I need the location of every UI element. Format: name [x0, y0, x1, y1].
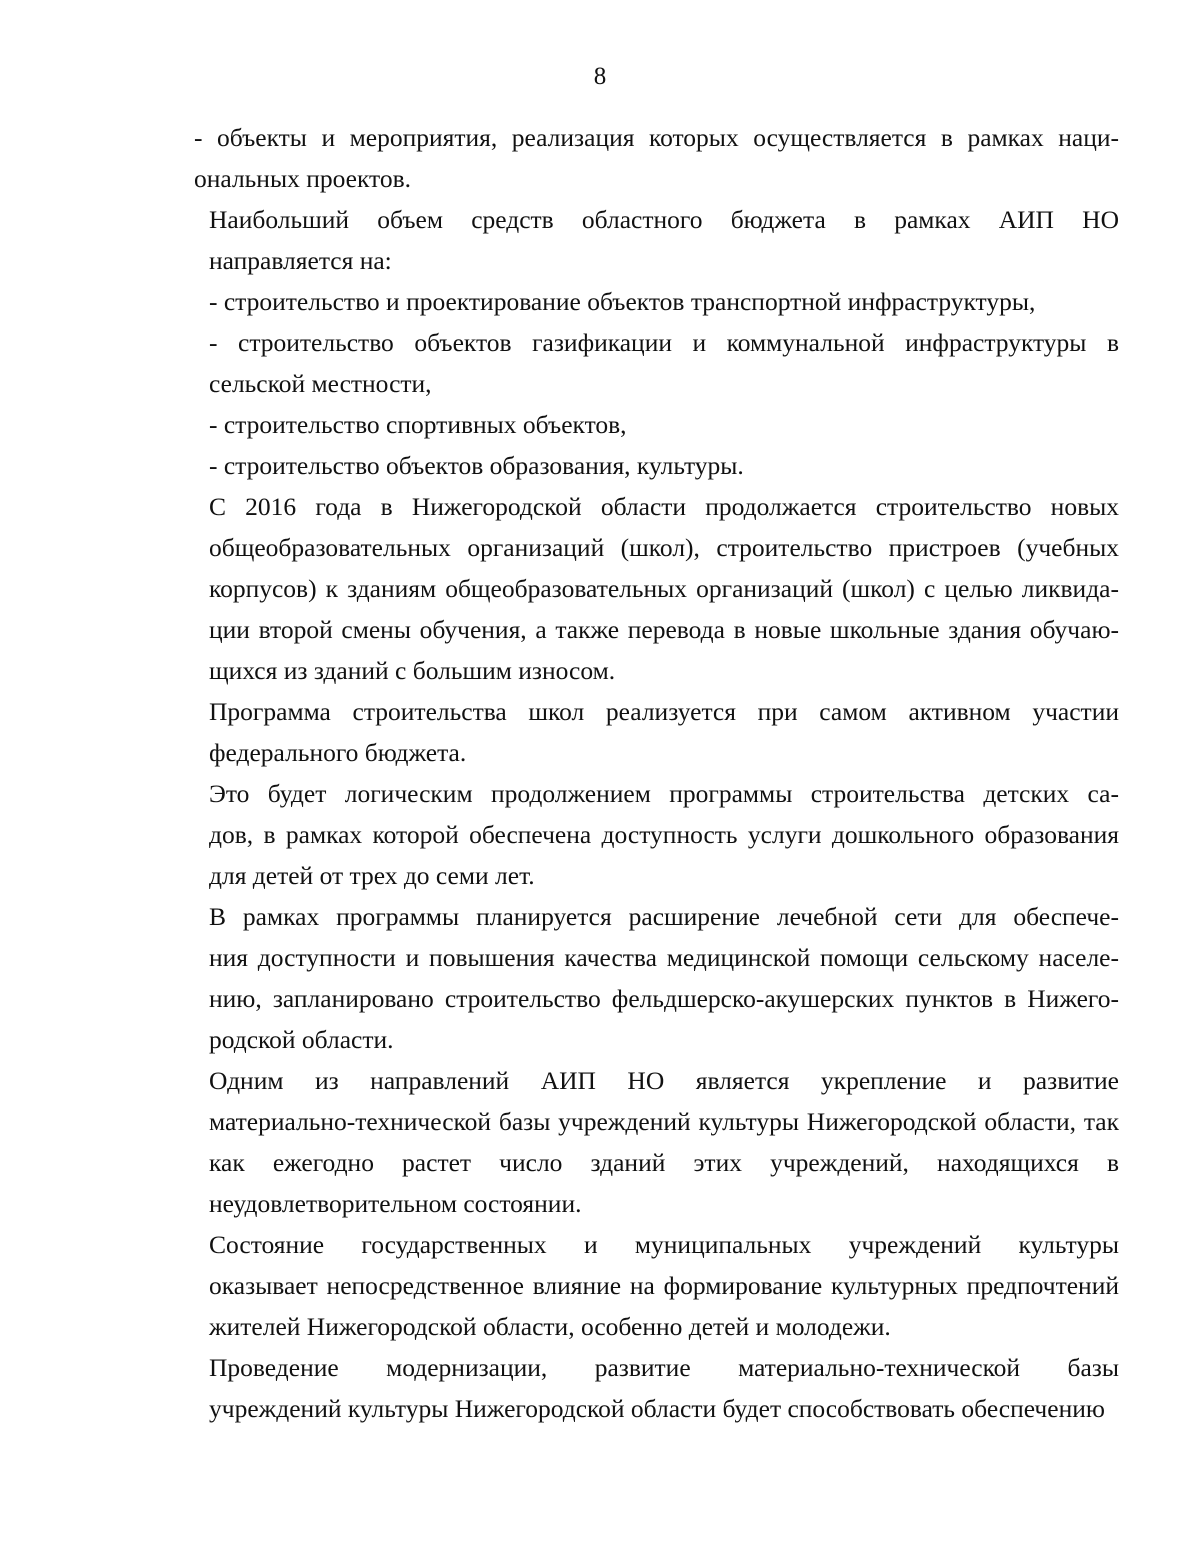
- text-line: щихся из зданий с большим износом.: [209, 656, 616, 685]
- text-line: Это будет логическим продолжением программы строительства детских са-: [209, 779, 1119, 808]
- text-line: дов, в рамках которой обеспечена доступность услуги дошкольного образования: [209, 820, 1119, 849]
- text-line: Одним из направлений АИП НО является укрепление и развитие: [209, 1066, 1119, 1095]
- text-line: Наибольший объем средств областного бюджета в рамках АИП НО: [209, 205, 1119, 234]
- text-line: - строительство объектов газификации и коммунальной инфраструктуры в: [209, 328, 1119, 357]
- text-line: - объекты и мероприятия, реализация которых осуществляется в рамках наци-: [194, 123, 1119, 152]
- paragraph: [139, 1347, 1119, 1429]
- paragraph: [139, 896, 1119, 1060]
- paragraph: [139, 1224, 1119, 1347]
- paragraph: [139, 322, 1119, 404]
- text-line: учреждений культуры Нижегородской области будет способствовать обеспечению: [209, 1394, 1105, 1423]
- text-line: нию, запланировано строительство фельдшерско-акушерских пунктов в Нижего-: [209, 984, 1119, 1013]
- text-line: - строительство и проектирование объектов транспортной инфраструктуры,: [209, 287, 1036, 316]
- text-line: - строительство спортивных объектов,: [209, 410, 627, 439]
- text-line: ния доступности и повышения качества медицинской помощи сельскому населе-: [209, 943, 1119, 972]
- text-line: ции второй смены обучения, а также перевода в новые школьные здания обучаю-: [209, 615, 1119, 644]
- text-line: сельской местности,: [209, 369, 432, 398]
- page-number: 8: [593, 63, 607, 90]
- document-body: [139, 117, 1119, 1429]
- text-line: ональных проектов.: [194, 164, 411, 193]
- text-line: Состояние государственных и муниципальных учреждений культуры: [209, 1230, 1119, 1259]
- text-line: для детей от трех до семи лет.: [209, 861, 535, 890]
- text-line: общеобразовательных организаций (школ), строительство пристроев (учебных: [209, 533, 1119, 562]
- text-line: как ежегодно растет число зданий этих учреждений, находящихся в: [209, 1148, 1119, 1177]
- paragraph: [139, 1060, 1119, 1224]
- paragraph: [139, 404, 1119, 445]
- paragraph: [139, 486, 1119, 691]
- text-line: родской области.: [209, 1025, 394, 1054]
- text-line: корпусов) к зданиям общеобразовательных организаций (школ) с целью ликвида-: [209, 574, 1119, 603]
- text-line: федерального бюджета.: [209, 738, 467, 767]
- paragraph: [139, 281, 1119, 322]
- paragraph: [139, 199, 1119, 281]
- text-line: направляется на:: [209, 246, 392, 275]
- text-line: В рамках программы планируется расширение лечебной сети для обеспече-: [209, 902, 1119, 931]
- text-line: Программа строительства школ реализуется при самом активном участии: [209, 697, 1119, 726]
- paragraph: [139, 691, 1119, 773]
- text-line: - строительство объектов образования, культуры.: [209, 451, 744, 480]
- text-line: Проведение модернизации, развитие материально-технической базы: [209, 1353, 1119, 1382]
- text-line: материально-технической базы учреждений культуры Нижегородской области, так: [209, 1107, 1119, 1136]
- paragraph: [139, 445, 1119, 486]
- text-line: С 2016 года в Нижегородской области продолжается строительство новых: [209, 492, 1119, 521]
- text-line: жителей Нижегородской области, особенно детей и молодежи.: [209, 1312, 891, 1341]
- paragraph: [139, 117, 1119, 199]
- text-line: оказывает непосредственное влияние на формирование культурных предпочтений: [209, 1271, 1119, 1300]
- text-line: неудовлетворительном состоянии.: [209, 1189, 582, 1218]
- paragraph: [139, 773, 1119, 896]
